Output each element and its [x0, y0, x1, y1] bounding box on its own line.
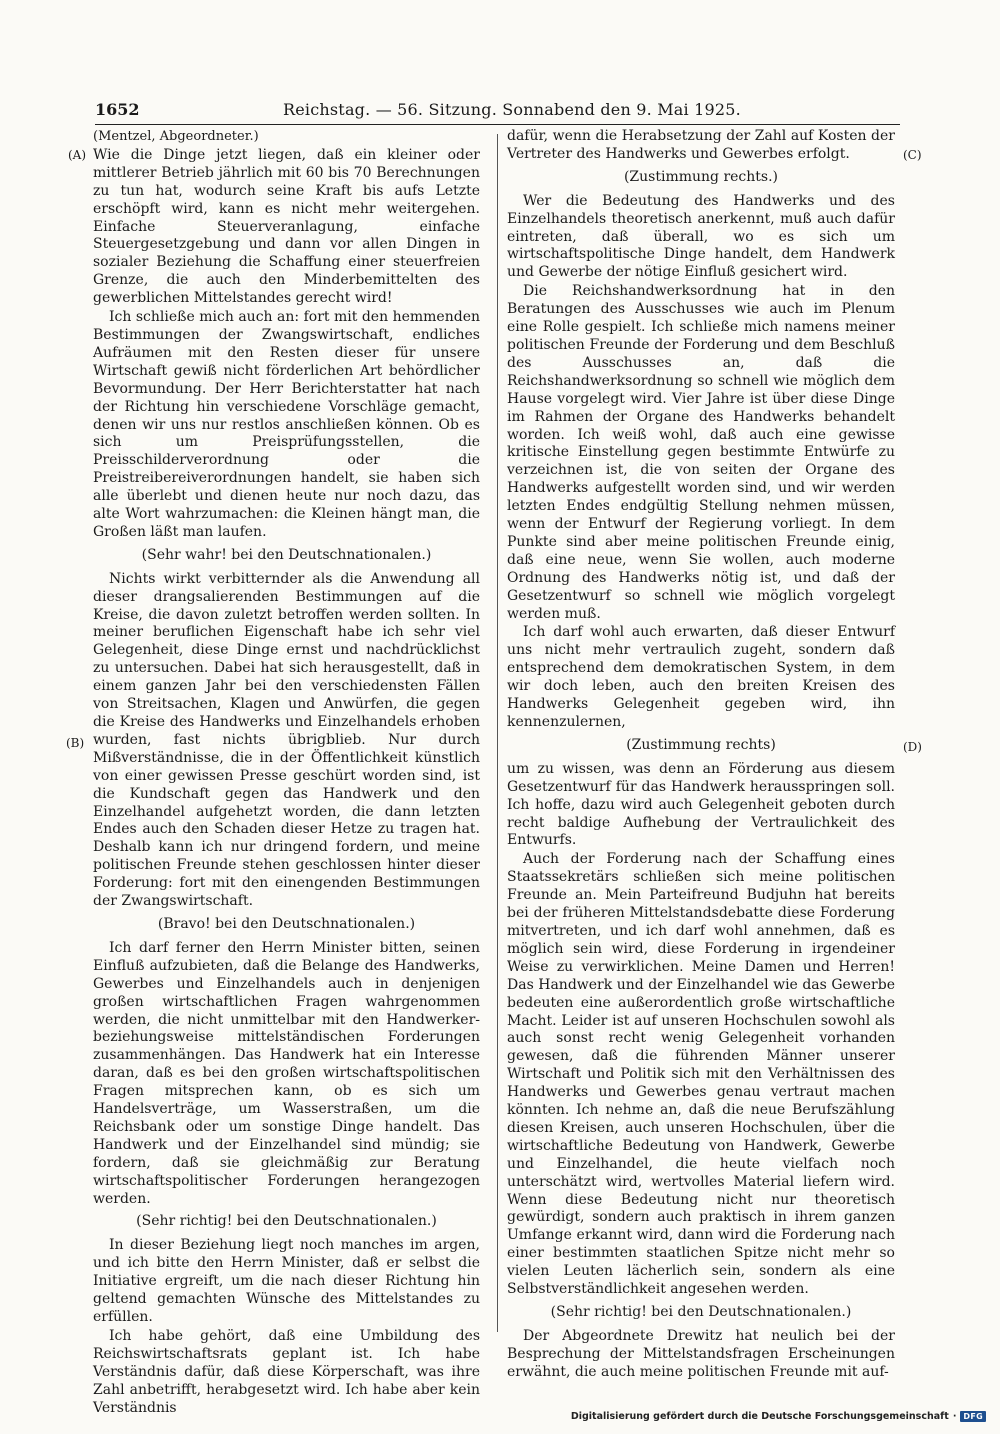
paragraph: In dieser Beziehung liegt noch manches im argen, und ich bitte den Herrn Minister, daß er selbst die Initiative ergreift, um die nach dieser Richtung hin geltend gemachten Wünsche des Mittelstandes zu erfüllen.: [93, 1237, 480, 1325]
paragraph: Wie die Dinge jetzt liegen, daß ein kleiner oder mittlerer Betrieb jährlich mit 60 bis 70 Berechnungen zu tun hat, wodurch seine Kraft bis aufs Letzte erschöpft wird, kann es nicht mehr weitergehen. Einfache Steuerveranlagung, einfache Steuergesetzgebung und dann vor allen Dingen in sozialer Beziehung die Schaffung einer steuerfreien Grenze, die auch den Minderbemittelten des gewerblichen Mittelstandes gerecht wird!: [93, 146, 480, 307]
paragraph: Ich darf ferner den Herrn Minister bitten, seinen Einfluß aufzubieten, daß die Belange des Handwerks, Gewerbes und Einzelhandels auch in denjenigen großen wirtschaftlichen Fragen wahrgenommen werden, die nicht unmittelbar mit den Handwerker- beziehungsweise mittelständischen Forderungen zusammenhängen. Das Handwerk hat ein Interesse daran, daß es bei den großen wirtschaftspolitischen Fragen mitsprechen kann, ob es sich um Handelsverträge, um Wasserstraßen, um die Reichsbank oder um sonstige Dinge handelt. Das Handwerk und der Einzelhandel sind mündig; sie fordern, daß sie gleichmäßig zur Beratung wirtschaftspolitischer Forderungen herangezogen werden.: [93, 939, 480, 1207]
paragraph: Ich darf wohl auch erwarten, daß dieser Entwurf uns nicht mehr vertraulich zugeht, sondern daß entsprechend dem demokratischen System, in dem wir doch leben, auch den breiten Kreisen des Handwerks Gelegenheit gegeben wird, ihn kennenzulernen,: [507, 624, 895, 730]
paragraph: dafür, wenn die Herabsetzung der Zahl auf Kosten der Vertreter des Handwerks und Gewerbes erfolgt.: [507, 128, 895, 162]
paragraph: Der Abgeordnete Drewitz hat neulich bei der Besprechung der Mittelstandsfragen Erscheinungen erwähnt, die auch meine politischen Freunde mit auf-: [507, 1327, 895, 1380]
column-divider: [497, 134, 498, 1332]
interjection: (Bravo! bei den Deutschnationalen.): [157, 915, 416, 932]
dfg-logo: DFG: [960, 1411, 986, 1422]
credit-text: Digitalisierung gefördert durch die Deutsche Forschungsgemeinschaft: [570, 1411, 949, 1422]
paragraph: Wer die Bedeutung des Handwerks und des Einzelhandels theoretisch anerkennt, muß auch dafür eintreten, daß überall, wo es sich um wirtschaftspolitische Dinge handelt, dem Handwerk und Gewerbe der nötige Einfluß gesichert wird.: [507, 192, 895, 281]
paragraph: um zu wissen, was denn an Förderung aus diesem Gesetzentwurf für das Handwerk herausspringen soll. Ich hoffe, dazu wird auch Gelegenheit geboten durch recht baldige Aufhebung der Vertraulichkeit des Entwurfs.: [507, 760, 895, 849]
page-number: 1652: [95, 100, 140, 119]
margin-marker-d: (D): [903, 740, 922, 754]
left-column: [93, 128, 480, 1418]
interjection: (Sehr richtig! bei den Deutschnationalen.): [550, 1304, 852, 1320]
margin-marker-c: (C): [903, 148, 922, 162]
page-header: [95, 100, 900, 124]
paragraph: Ich schließe mich auch an: fort mit den hemmenden Bestimmungen der Zwangswirtschaft, endliches Aufräumen mit den Resten dieser für unsere Wirtschaft gewiß nicht förderlichen Art behördlicher Bevormundung. Der Herr Berichterstatter hat nach der Richtung hin verschiedene Vorschläge gemacht, denen wir uns nur restlos anschließen können. Ob es sich um Preisprüfungsstellen, die Preisschilderverordnung oder die Preistreibereiverordnungen handelt, sie haben sich alle überlebt und dienen heute nur noch dazu, das alte Wort wahrzumachen: die Kleinen hängt man, die Großen läßt man laufen.: [93, 309, 480, 540]
paragraph: Auch der Forderung nach der Schaffung eines Staatssekretärs schließen sich meine politischen Freunde an. Mein Parteifreund Budjuhn hat bereits bei der früheren Mittelstandsdebatte diese Forderung mitvertreten, und ich darf wohl annehmen, daß es möglich sein wird, diese Forderung in irgendeiner Weise zu verwirklichen. Meine Damen und Herren! Das Handwerk und der Einzelhandel wie das Gewerbe bedeuten eine außerordentlich große wirtschaftliche Macht. Leider ist auf unseren Hochschulen sowohl als auch sonst recht wenig Gelegenheit vorhanden gewesen, daß die führenden Männer unserer Wirtschaft und Politik sich mit den Verhältnissen des Handwerks und Gewerbes genau vertraut machen könnten. Ich nehme an, daß die neue Berufszählung diesen Kreisen, auch unseren Hochschulen, über die wirtschaftliche Bedeutung von Handwerk, Gewerbe und Einzelhandel, die heute vielfach noch unterschätzt wird, wertvolles Material liefern wird. Wenn diese Bedeutung nicht nur theoretisch gewürdigt, sondern auch praktisch in ihrem ganzen Umfange erkannt wird, dann wird die Forderung nach einer bestimmten staatlichen Spitze nicht mehr so vielen Leuten lächerlich sein, sondern als eine Selbstverständlichkeit angesehen werden.: [507, 851, 895, 1298]
digitization-credit: Digitalisierung gefördert durch die Deutsche Forschungsgemeinschaft · DFG: [571, 1411, 986, 1422]
interjection: (Sehr richtig! bei den Deutschnationalen.): [136, 1213, 437, 1230]
margin-marker-b: (B): [66, 736, 85, 750]
paragraph: Die Reichshandwerksordnung hat in den Beratungen des Ausschusses wie auch im Plenum eine Rolle gespielt. Ich schließe mich namens meiner politischen Freunde der Forderung und dem Beschluß des Ausschusses an, daß die Reichshandwerksordnung so schnell wie möglich dem Hause vorgelegt wird. Vier Jahre ist über diese Dinge im Rahmen der Organe des Handwerks behandelt worden. Ich weiß wohl, daß auch eine gewisse kritische Einstellung gegen bestimmte Entwürfe zu verzeichnen ist, die von seiten der Organe des Handwerks aufgestellt worden sind, und wir werden letzten Endes endgültig Stellung nehmen müssen, wenn der Entwurf der Regierung vorliegt. In dem Punkte sind aber meine politischen Freunde einig, daß eine neue, wenn Sie wollen, auch moderne Ordnung des Handwerks nötig ist, und daß der Gesetzentwurf so schnell wie möglich vorgelegt werden muß.: [507, 283, 895, 622]
running-title: Reichstag. — 56. Sitzung. Sonnabend den 9. Mai 1925.: [283, 100, 741, 119]
speaker-label: (Mentzel, Abgeordneter.): [93, 129, 259, 144]
paragraph: Ich habe gehört, daß eine Umbildung des Reichswirtschaftsrats geplant ist. Ich habe Verständnis dafür, daß diese Körperschaft, was ihre Zahl anbetrifft, herabgesetzt wird. Ich habe aber kein Verständnis: [93, 1327, 480, 1416]
interjection: (Zustimmung rechts): [626, 736, 776, 753]
margin-marker-a: (A): [68, 148, 87, 162]
interjection: (Zustimmung rechts.): [623, 168, 779, 185]
paragraph: Nichts wirkt verbitternder als die Anwendung all dieser drangsalierenden Bestimmungen auf die Kreise, die davon zuletzt betroffen werden sollten. In meiner beruflichen Eigenschaft habe ich sehr viel Gelegenheit, diese Dinge ernst und nachdrücklichst zu untersuchen. Dabei hat sich herausgestellt, daß in einem ganzen Jahr bei den verschiedensten Fällen von Streitsachen, Klagen und Anwürfen, die gegen die Kreise des Handwerks und Einzelhandels erhoben wurden, fast nichts übrigblieb. Nur durch Mißverständnisse, die in der Öffentlichkeit künstlich von einer gewissen Presse geschürt worden sind, ist die Kundschaft gegen das Handwerk und den Einzelhandel aufgehetzt worden, die dann letzten Endes auch den Schaden dieser Hetze zu tragen hat. Deshalb kann ich nur dringend fordern, und meine politischen Freunde stehen geschlossen hinter dieser Forderung: fort mit den einengenden Bestimmungen der Zwangswirtschaft.: [93, 570, 480, 910]
header-rule: [95, 124, 900, 125]
interjection: (Sehr wahr! bei den Deutschnationalen.): [141, 546, 432, 563]
right-column: [507, 128, 895, 1383]
